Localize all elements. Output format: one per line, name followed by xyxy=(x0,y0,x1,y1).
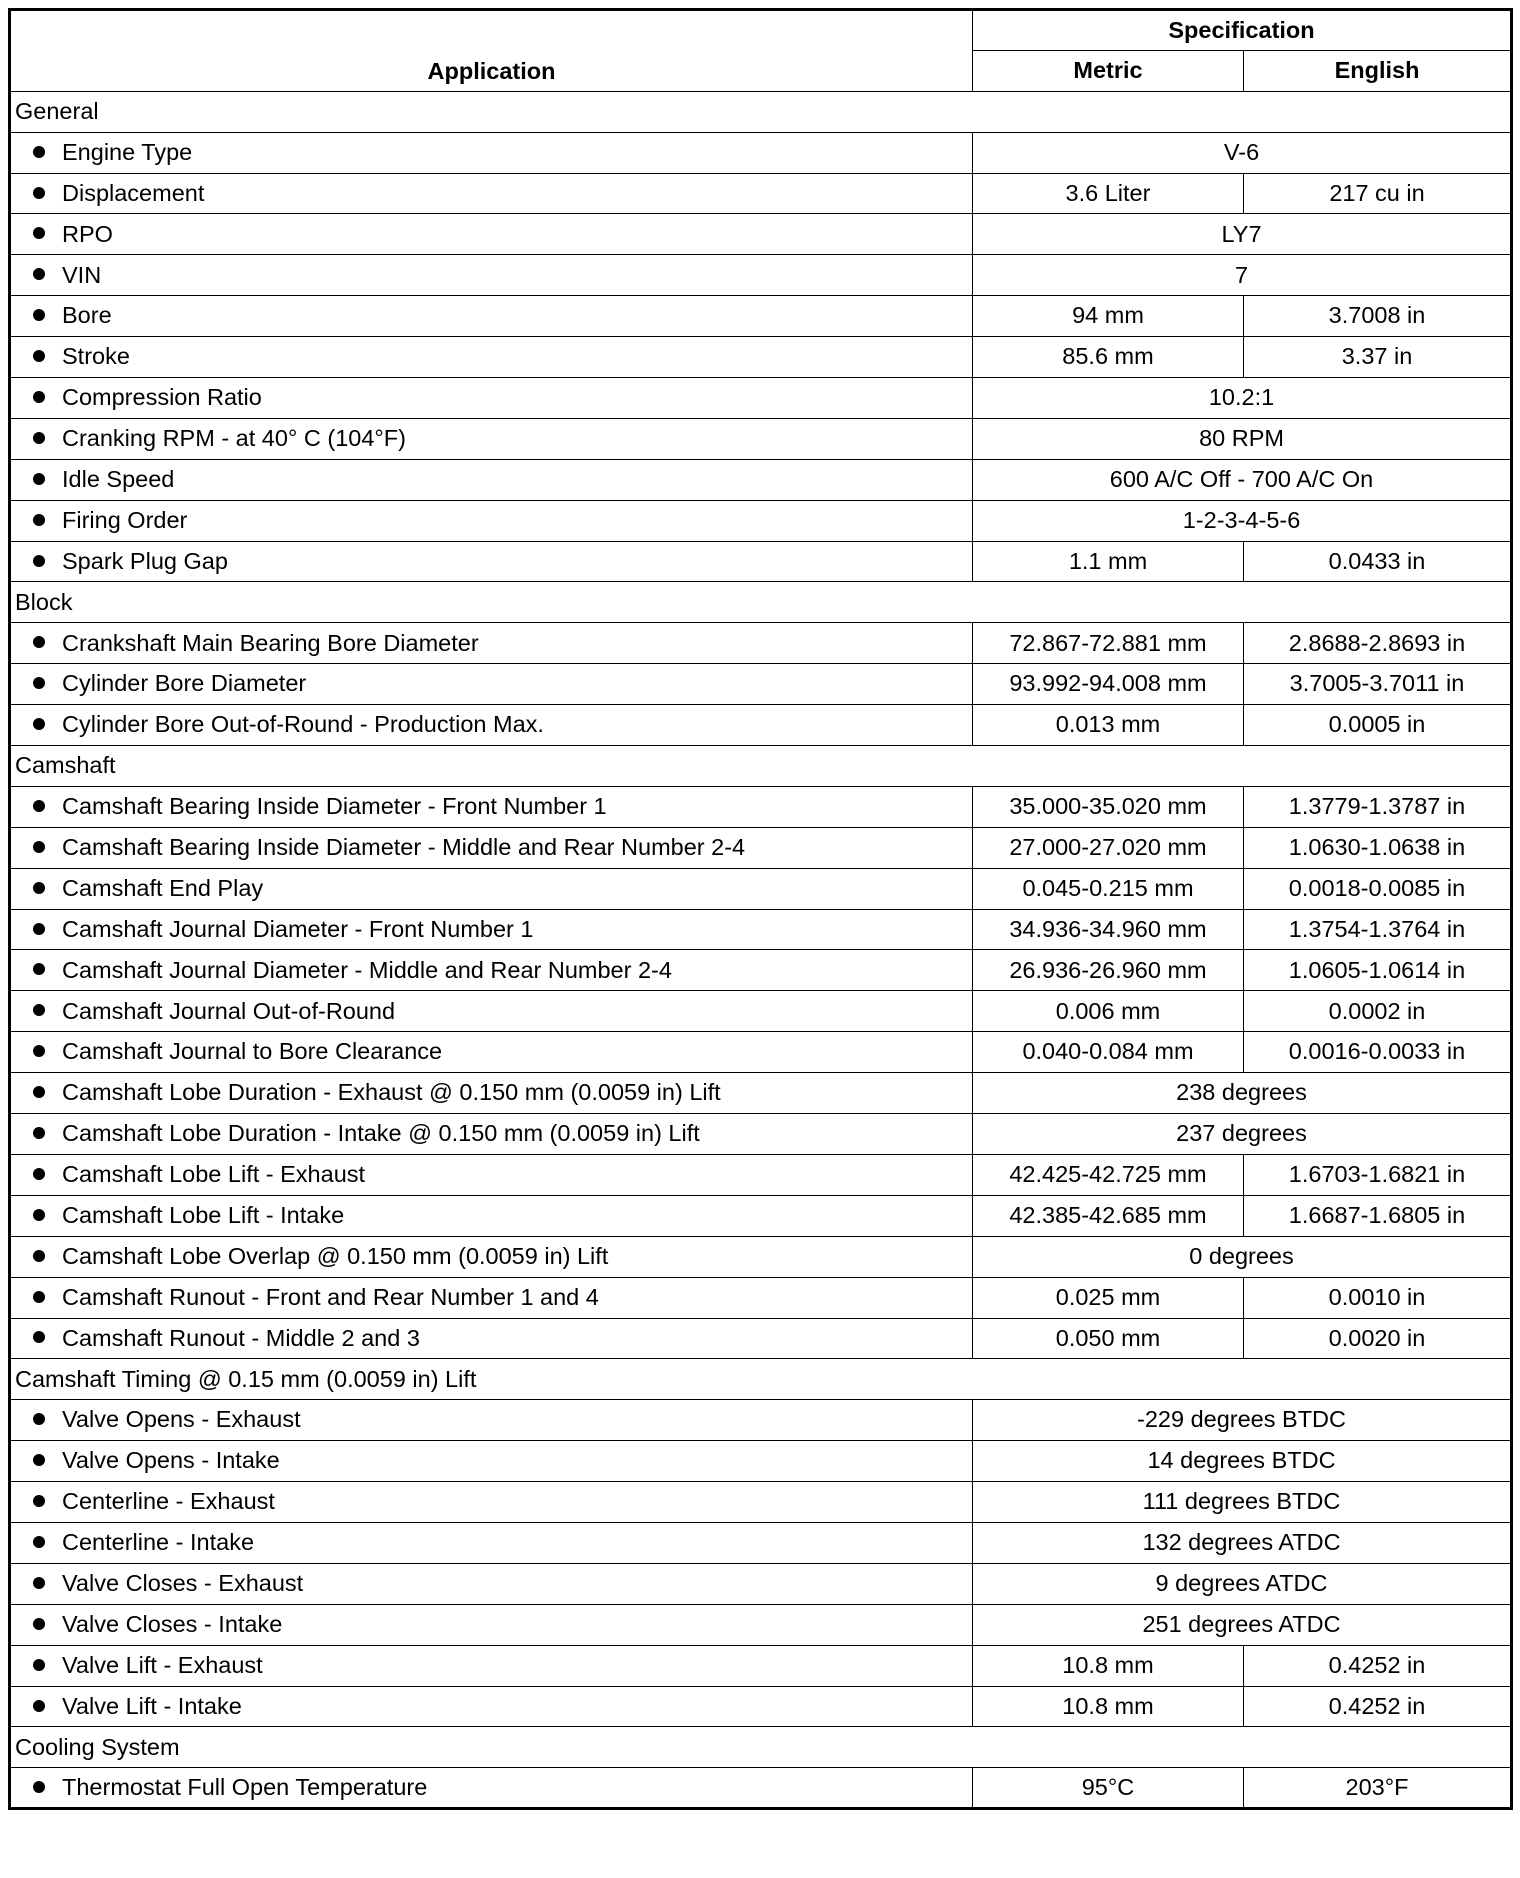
section-title: General xyxy=(10,91,1512,132)
table-row xyxy=(10,1195,1512,1236)
application-cell xyxy=(10,459,973,500)
application-label: Crankshaft Main Bearing Bore Diameter xyxy=(62,629,479,656)
english-value: 0.0002 in xyxy=(1244,991,1512,1032)
bullet-icon xyxy=(33,1781,45,1793)
table-row xyxy=(10,950,1512,991)
spec-value: 80 RPM xyxy=(973,418,1512,459)
table-row xyxy=(10,296,1512,337)
metric-value: 0.050 mm xyxy=(973,1318,1244,1359)
application-cell xyxy=(10,1441,973,1482)
application-cell xyxy=(10,1768,973,1809)
bullet-icon xyxy=(33,1454,45,1466)
english-header: English xyxy=(1244,50,1512,91)
bullet-icon xyxy=(33,882,45,894)
table-row xyxy=(10,1522,1512,1563)
application-label: Camshaft Journal Diameter - Front Number 1 xyxy=(62,915,534,942)
table-row xyxy=(10,1768,1512,1809)
spec-value: 14 degrees BTDC xyxy=(973,1441,1512,1482)
english-value: 0.0020 in xyxy=(1244,1318,1512,1359)
metric-value: 94 mm xyxy=(973,296,1244,337)
spec-value: 9 degrees ATDC xyxy=(973,1563,1512,1604)
table-row xyxy=(10,459,1512,500)
application-label: Engine Type xyxy=(62,138,193,165)
bullet-icon xyxy=(33,514,45,526)
table-row xyxy=(10,500,1512,541)
bullet-icon xyxy=(33,1495,45,1507)
metric-value: 42.385-42.685 mm xyxy=(973,1195,1244,1236)
application-label: Valve Closes - Intake xyxy=(62,1610,283,1637)
section-row xyxy=(10,582,1512,623)
bullet-icon xyxy=(33,1168,45,1180)
table-row xyxy=(10,1482,1512,1523)
table-row xyxy=(10,1073,1512,1114)
metric-value: 85.6 mm xyxy=(973,337,1244,378)
application-cell xyxy=(10,1400,973,1441)
english-value: 3.7008 in xyxy=(1244,296,1512,337)
section-row xyxy=(10,1359,1512,1400)
application-cell xyxy=(10,541,973,582)
application-label: Camshaft Bearing Inside Diameter - Middle and Rear Number 2-4 xyxy=(62,834,746,860)
spec-value: 10.2:1 xyxy=(973,378,1512,419)
section-title: Camshaft Timing @ 0.15 mm (0.0059 in) Lift xyxy=(10,1359,1512,1400)
application-label: Valve Closes - Exhaust xyxy=(62,1570,304,1597)
metric-value: 0.040-0.084 mm xyxy=(973,1032,1244,1073)
bullet-icon xyxy=(33,227,45,239)
application-cell xyxy=(10,1073,973,1114)
application-label: Thermostat Full Open Temperature xyxy=(62,1773,428,1800)
application-cell xyxy=(10,1236,973,1277)
application-cell xyxy=(10,664,973,705)
metric-value: 26.936-26.960 mm xyxy=(973,950,1244,991)
spec-value: 251 degrees ATDC xyxy=(973,1604,1512,1645)
application-cell xyxy=(10,173,973,214)
metric-value: 0.045-0.215 mm xyxy=(973,868,1244,909)
application-cell xyxy=(10,255,973,296)
spec-value: LY7 xyxy=(973,214,1512,255)
bullet-icon xyxy=(33,1618,45,1630)
application-cell xyxy=(10,1032,973,1073)
table-row xyxy=(10,418,1512,459)
bullet-icon xyxy=(33,391,45,403)
table-row xyxy=(10,378,1512,419)
application-label: Camshaft Bearing Inside Diameter - Front Number 1 xyxy=(62,793,607,820)
application-cell xyxy=(10,950,973,991)
application-cell xyxy=(10,1563,973,1604)
english-value: 1.3754-1.3764 in xyxy=(1244,909,1512,950)
english-value: 1.6687-1.6805 in xyxy=(1244,1195,1512,1236)
bullet-icon xyxy=(33,636,45,648)
english-value: 0.0010 in xyxy=(1244,1277,1512,1318)
bullet-icon xyxy=(33,841,45,853)
metric-value: 95°C xyxy=(973,1768,1244,1809)
spec-value: -229 degrees BTDC xyxy=(973,1400,1512,1441)
application-label: Centerline - Exhaust xyxy=(62,1488,275,1515)
application-cell xyxy=(10,132,973,173)
application-label: Valve Opens - Exhaust xyxy=(62,1406,301,1433)
table-row xyxy=(10,1645,1512,1686)
table-row xyxy=(10,1318,1512,1359)
bullet-icon xyxy=(33,1536,45,1548)
english-value: 0.0433 in xyxy=(1244,541,1512,582)
table-header xyxy=(10,10,1512,92)
bullet-icon xyxy=(33,268,45,280)
application-label: Camshaft Journal to Bore Clearance xyxy=(62,1038,443,1065)
application-cell xyxy=(10,1482,973,1523)
bullet-icon xyxy=(33,350,45,362)
english-value: 0.0018-0.0085 in xyxy=(1244,868,1512,909)
metric-value: 0.006 mm xyxy=(973,991,1244,1032)
table-row xyxy=(10,173,1512,214)
bullet-icon xyxy=(33,473,45,485)
bullet-icon xyxy=(33,1209,45,1221)
spec-value: V-6 xyxy=(973,132,1512,173)
application-label: Centerline - Intake xyxy=(62,1529,255,1556)
application-cell xyxy=(10,991,973,1032)
english-value: 203°F xyxy=(1244,1768,1512,1809)
section-title: Block xyxy=(10,582,1512,623)
section-row xyxy=(10,746,1512,787)
bullet-icon xyxy=(33,963,45,975)
english-value: 1.0630-1.0638 in xyxy=(1244,827,1512,868)
application-label: Valve Lift - Intake xyxy=(62,1692,242,1719)
metric-value: 42.425-42.725 mm xyxy=(973,1154,1244,1195)
application-label: Camshaft Runout - Middle 2 and 3 xyxy=(62,1324,420,1351)
application-cell xyxy=(10,1277,973,1318)
english-value: 3.7005-3.7011 in xyxy=(1244,664,1512,705)
table-row xyxy=(10,1441,1512,1482)
table-row xyxy=(10,132,1512,173)
bullet-icon xyxy=(33,187,45,199)
metric-value: 34.936-34.960 mm xyxy=(973,909,1244,950)
table-row xyxy=(10,337,1512,378)
application-label: Camshaft Lobe Overlap @ 0.150 mm (0.0059 in) Lift xyxy=(62,1242,609,1269)
bullet-icon xyxy=(33,1291,45,1303)
application-cell xyxy=(10,1686,973,1727)
section-title: Cooling System xyxy=(10,1727,1512,1768)
metric-value: 27.000-27.020 mm xyxy=(973,827,1244,868)
spec-value: 111 degrees BTDC xyxy=(973,1482,1512,1523)
bullet-icon xyxy=(33,718,45,730)
metric-value: 1.1 mm xyxy=(973,541,1244,582)
application-cell xyxy=(10,623,973,664)
bullet-icon xyxy=(33,146,45,158)
application-label: Camshaft Journal Out-of-Round xyxy=(62,997,396,1024)
application-label: Stroke xyxy=(62,343,130,370)
section-row xyxy=(10,91,1512,132)
table-row xyxy=(10,909,1512,950)
section-title: Camshaft xyxy=(10,746,1512,787)
table-row xyxy=(10,1236,1512,1277)
spec-value: 1-2-3-4-5-6 xyxy=(973,500,1512,541)
application-label: Cylinder Bore Out-of-Round - Production Max. xyxy=(62,711,544,738)
metric-value: 10.8 mm xyxy=(973,1686,1244,1727)
english-value: 0.0005 in xyxy=(1244,705,1512,746)
application-label: Compression Ratio xyxy=(62,384,262,411)
table-row xyxy=(10,1277,1512,1318)
english-value: 1.0605-1.0614 in xyxy=(1244,950,1512,991)
table-row xyxy=(10,1114,1512,1155)
table-row xyxy=(10,541,1512,582)
application-label: Camshaft Lobe Duration - Exhaust @ 0.150 mm (0.0059 in) Lift xyxy=(62,1079,721,1106)
bullet-icon xyxy=(33,1577,45,1589)
spec-value: 7 xyxy=(973,255,1512,296)
english-value: 0.4252 in xyxy=(1244,1645,1512,1686)
section-row xyxy=(10,1727,1512,1768)
application-cell xyxy=(10,1154,973,1195)
table-row xyxy=(10,214,1512,255)
english-value: 0.4252 in xyxy=(1244,1686,1512,1727)
table-row xyxy=(10,705,1512,746)
bullet-icon xyxy=(33,555,45,567)
table-row xyxy=(10,1604,1512,1645)
metric-value: 72.867-72.881 mm xyxy=(973,623,1244,664)
bullet-icon xyxy=(33,1045,45,1057)
table-row xyxy=(10,1563,1512,1604)
english-value: 1.6703-1.6821 in xyxy=(1244,1154,1512,1195)
bullet-icon xyxy=(33,677,45,689)
application-cell xyxy=(10,1522,973,1563)
specification-header: Specification xyxy=(973,10,1512,51)
spec-value: 237 degrees xyxy=(973,1114,1512,1155)
application-label: Idle Speed xyxy=(62,465,175,492)
metric-value: 0.013 mm xyxy=(973,705,1244,746)
application-cell xyxy=(10,378,973,419)
bullet-icon xyxy=(33,1004,45,1016)
application-label: Valve Lift - Exhaust xyxy=(62,1651,263,1678)
english-value: 3.37 in xyxy=(1244,337,1512,378)
spec-value: 238 degrees xyxy=(973,1073,1512,1114)
application-label: Camshaft End Play xyxy=(62,874,264,901)
application-cell xyxy=(10,418,973,459)
application-label: Valve Opens - Intake xyxy=(62,1447,280,1474)
metric-value: 10.8 mm xyxy=(973,1645,1244,1686)
spec-value: 0 degrees xyxy=(973,1236,1512,1277)
bullet-icon xyxy=(33,1086,45,1098)
metric-header: Metric xyxy=(973,50,1244,91)
table-row xyxy=(10,786,1512,827)
spec-value: 600 A/C Off - 700 A/C On xyxy=(973,459,1512,500)
metric-value: 35.000-35.020 mm xyxy=(973,786,1244,827)
bullet-icon xyxy=(33,1250,45,1262)
metric-value: 3.6 Liter xyxy=(973,173,1244,214)
specification-table xyxy=(8,8,1513,1810)
table-row xyxy=(10,664,1512,705)
bullet-icon xyxy=(33,1659,45,1671)
english-value: 217 cu in xyxy=(1244,173,1512,214)
table-row xyxy=(10,1154,1512,1195)
metric-value: 0.025 mm xyxy=(973,1277,1244,1318)
table-row xyxy=(10,1686,1512,1727)
english-value: 1.3779-1.3787 in xyxy=(1244,786,1512,827)
application-cell xyxy=(10,1195,973,1236)
english-value: 2.8688-2.8693 in xyxy=(1244,623,1512,664)
application-label: Cylinder Bore Diameter xyxy=(62,670,307,697)
application-cell xyxy=(10,786,973,827)
table-row xyxy=(10,623,1512,664)
application-cell xyxy=(10,705,973,746)
application-cell xyxy=(10,500,973,541)
bullet-icon xyxy=(33,923,45,935)
bullet-icon xyxy=(33,309,45,321)
application-label: VIN xyxy=(62,261,102,288)
metric-value: 93.992-94.008 mm xyxy=(973,664,1244,705)
bullet-icon xyxy=(33,1127,45,1139)
table-row xyxy=(10,1032,1512,1073)
application-label: Bore xyxy=(62,302,112,329)
application-label: Camshaft Lobe Lift - Intake xyxy=(62,1202,345,1229)
table-row xyxy=(10,868,1512,909)
application-cell xyxy=(10,1604,973,1645)
application-label: Spark Plug Gap xyxy=(62,547,228,574)
spec-value: 132 degrees ATDC xyxy=(973,1522,1512,1563)
table-row xyxy=(10,827,1512,868)
table-body xyxy=(10,91,1512,1808)
bullet-icon xyxy=(33,432,45,444)
application-label: Camshaft Lobe Duration - Intake @ 0.150 mm (0.0059 in) Lift xyxy=(62,1120,700,1147)
english-value: 0.0016-0.0033 in xyxy=(1244,1032,1512,1073)
application-cell xyxy=(10,827,973,868)
application-cell xyxy=(10,337,973,378)
bullet-icon xyxy=(33,1331,45,1343)
application-cell xyxy=(10,296,973,337)
application-label: RPO xyxy=(62,220,113,247)
table-row xyxy=(10,1400,1512,1441)
bullet-icon xyxy=(33,800,45,812)
application-cell xyxy=(10,1114,973,1155)
application-cell xyxy=(10,1318,973,1359)
application-cell xyxy=(10,214,973,255)
application-label: Cranking RPM - at 40° C (104°F) xyxy=(62,425,406,452)
bullet-icon xyxy=(33,1413,45,1425)
application-cell xyxy=(10,1645,973,1686)
application-header: Application xyxy=(10,10,973,92)
bullet-icon xyxy=(33,1700,45,1712)
application-label: Displacement xyxy=(62,179,205,206)
application-label: Firing Order xyxy=(62,506,188,533)
application-label: Camshaft Runout - Front and Rear Number 1 and 4 xyxy=(62,1283,599,1310)
application-label: Camshaft Lobe Lift - Exhaust xyxy=(62,1161,366,1188)
application-cell xyxy=(10,909,973,950)
table-row xyxy=(10,255,1512,296)
application-cell xyxy=(10,868,973,909)
application-label: Camshaft Journal Diameter - Middle and Rear Number 2-4 xyxy=(62,956,672,983)
table-row xyxy=(10,991,1512,1032)
